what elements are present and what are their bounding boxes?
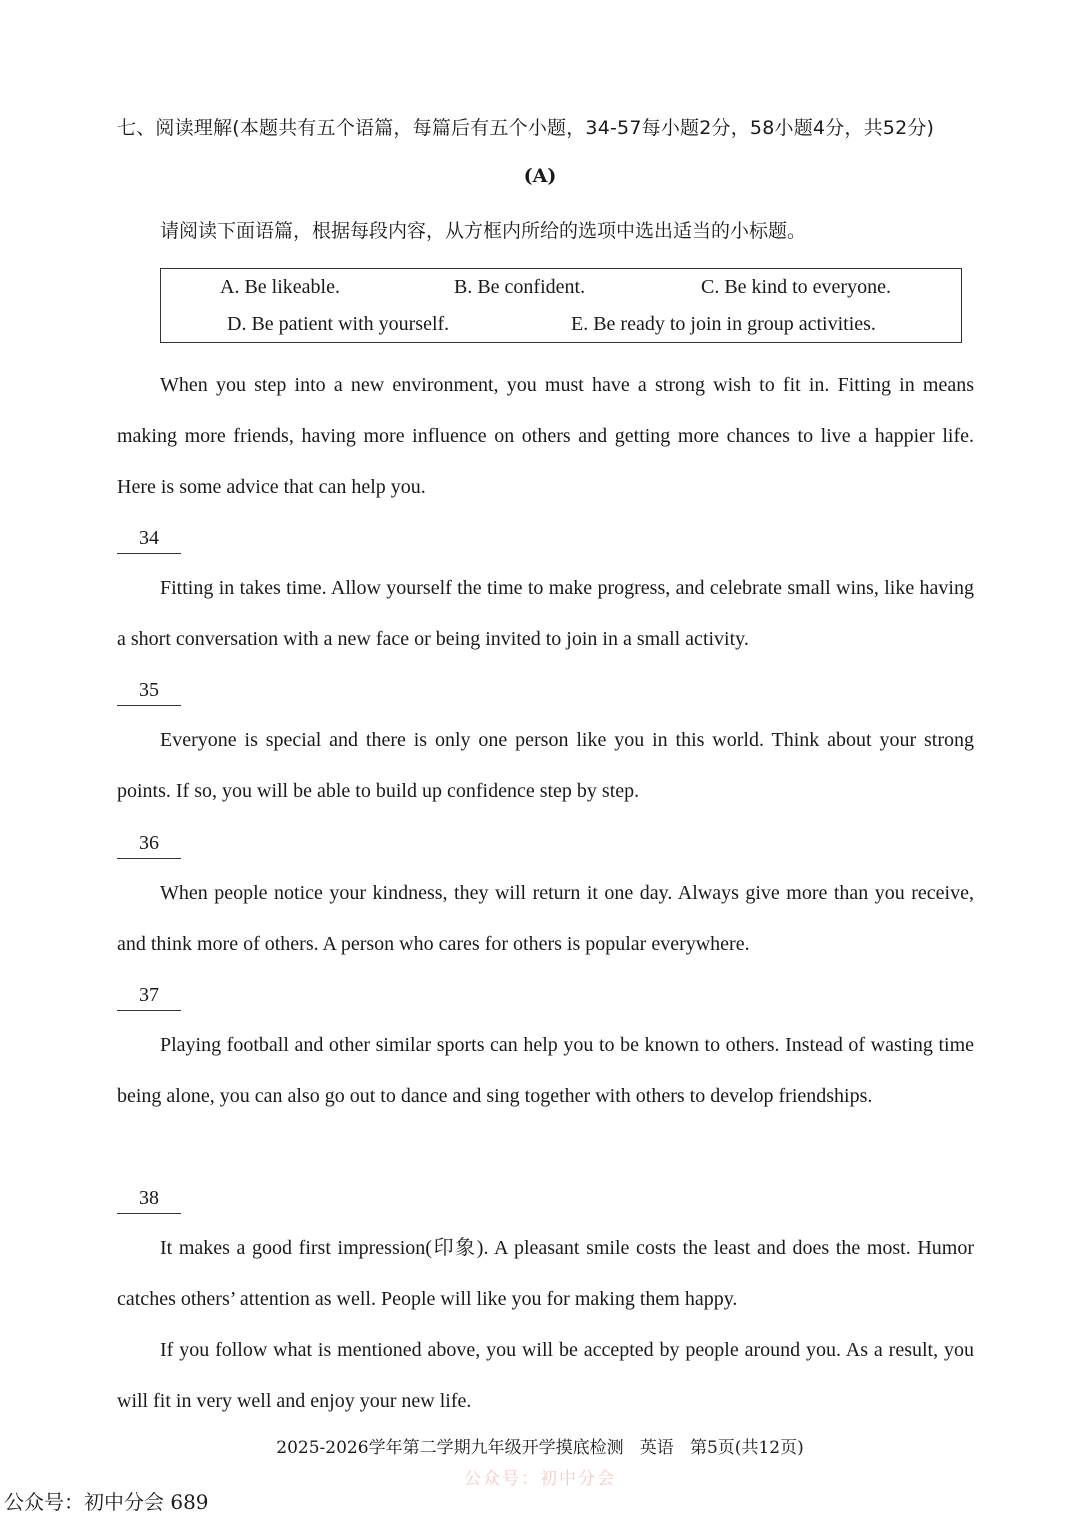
option-c: C. Be kind to everyone. [701, 276, 891, 298]
paragraph-35: Everyone is special and there is only one person like you in this world. Think about your strong points. If so, you will be able to build up confidence step by step. [117, 729, 974, 802]
paragraph-38: It makes a good first impression(印象). A pleasant smile costs the least and does the most. Humor catches others’ attention as well. People will like you for making them happy. [117, 1237, 974, 1310]
instruction-text: 请阅读下面语篇，根据每段内容，从方框内所给的选项中选出适当的小标题。 [160, 220, 807, 242]
section-heading: 七、阅读理解(本题共有五个语篇，每篇后有五个小题，34-57每小题2分，58小题4分，共52分) [117, 117, 935, 139]
page-footer: 2025-2026学年第二学期九年级开学摸底检测 英语 第5页(共12页) [276, 1438, 804, 1458]
watermark: 公众号：初中分会 [464, 1469, 616, 1489]
conclusion-paragraph: If you follow what is mentioned above, you will be accepted by people around you. As a result, you will fit in very well and enjoy your new life. [117, 1339, 974, 1412]
answer-blank-38[interactable]: 38 [117, 1183, 181, 1214]
answer-blank-35[interactable]: 35 [117, 675, 181, 706]
option-d: D. Be patient with yourself. [227, 313, 450, 335]
answer-blank-34[interactable]: 34 [117, 523, 181, 554]
option-b: B. Be confident. [454, 276, 586, 298]
passage-label: (A) [523, 165, 557, 187]
intro-paragraph: When you step into a new environment, you must have a strong wish to fit in. Fitting in means making more friends, having more influence on others and getting more chances to live a happier life. Here is some advice that can help you. [117, 374, 974, 498]
option-a: A. Be likeable. [220, 276, 340, 298]
answer-blank-37[interactable]: 37 [117, 980, 181, 1011]
option-e: E. Be ready to join in group activities. [571, 313, 876, 335]
account-label: 公众号：初中分会 689 [4, 1490, 209, 1514]
paragraph-37: Playing football and other similar sports can help you to be known to others. Instead of wasting time being alone, you can also go out to dance and sing together with others to develop friendships. [117, 1034, 974, 1107]
paragraph-36: When people notice your kindness, they will return it one day. Always give more than you receive, and think more of others. A person who cares for others is popular everywhere. [117, 882, 974, 955]
paragraph-34: Fitting in takes time. Allow yourself the time to make progress, and celebrate small wins, like having a short conversation with a new face or being invited to join in a small activity. [117, 577, 974, 650]
option-box [160, 268, 962, 343]
answer-blank-36[interactable]: 36 [117, 828, 181, 859]
